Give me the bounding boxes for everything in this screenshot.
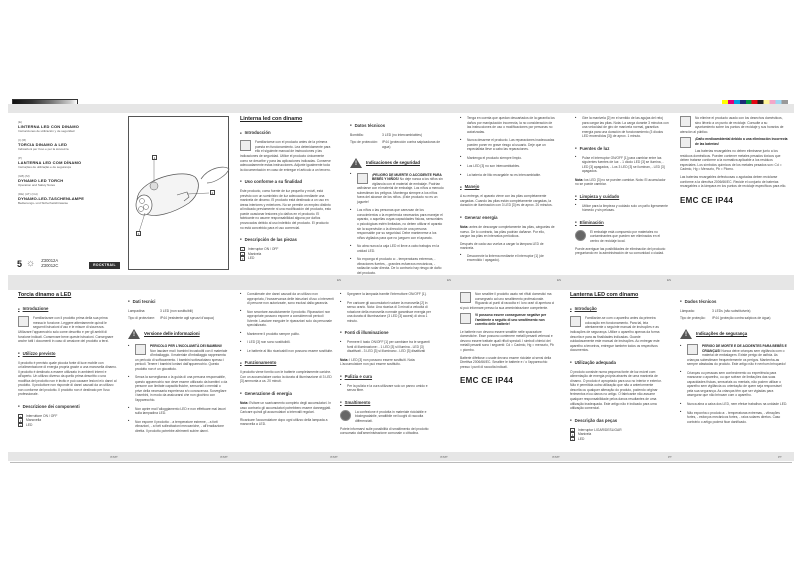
emphasis-text: ¡Daño medioambiental debido a una eliminación incorrecta de las baterías! <box>695 137 788 146</box>
paragraph <box>460 313 555 327</box>
spec-label: Tipo de protección: <box>350 140 378 145</box>
recycle-icon <box>340 410 351 421</box>
page-number: IT/MT <box>220 455 228 459</box>
body-text: Familiarizzare con il prodotto prima della sua prima messa in funzione. Leggere attentamente quindi le seguenti istruzioni d'uso e le misure di sicurezza. Utilizzare l'apparecchio solo come descritto e per gli ambiti di funzione indicati. Conservare bene queste istruzioni. Consegnare anche tutti i documenti in caso di cessione del prodotto a terzi. <box>18 316 114 344</box>
body-text: antes de descargar completamente las pilas, cárguelas de nuevo. De lo contrario, las pilas podrían dañarse. Por ello, cargue las pilas en intervalos periódicos. <box>460 224 555 239</box>
cover-subtitle: Indicazioni per l'uso e per la sicurezza <box>18 147 69 151</box>
section-heading: ■ Dati tecnici <box>128 299 228 305</box>
part-number: 1 <box>571 428 574 433</box>
cover-subtitle: Instrucciones de utilización y de seguridad <box>18 129 75 133</box>
child-icon <box>135 344 146 355</box>
body-text: Non esporre il prodotto: - a temperature estreme, - a forti vibrazioni, - a forti sollecitazioni meccaniche, - all'irradiazione diretta. Il prodotto potrebbe altrimenti subire danni. <box>135 419 224 433</box>
cover-title-list <box>18 120 123 205</box>
page-number: ES <box>447 278 452 282</box>
emphasis-text: PERICOLO PER L'INCOLUMITÀ DEI BAMBINI! <box>150 344 222 349</box>
section-heading: ■ Generar energía <box>460 215 555 221</box>
paragraph <box>240 370 335 384</box>
manual-column <box>240 116 332 261</box>
manual-icon <box>570 316 581 327</box>
paragraph <box>460 292 555 310</box>
spec-row <box>350 140 445 149</box>
body-text: Spegnere la lampada tramite l'interruttore ON/OFF [1]. <box>347 292 427 296</box>
cover-title: DYNAMO-LED-TASCHENLAMPE <box>18 196 85 201</box>
cover-title: TORCIA DINAMO A LED <box>18 142 68 147</box>
part-number: 3 <box>19 423 22 428</box>
section-heading: ■ Introducción <box>240 130 332 136</box>
body-text: Después de cada uso vuelva a cargar la lámpara LED de manivela. <box>460 241 544 251</box>
bullet-item <box>582 116 670 139</box>
section-heading: ■ Generazione di energia <box>240 391 335 397</box>
body-text: No elimine el producto usado con los desechos domésticos, sino llévelo a un punto de reciclaje. Consulte a su ayuntamiento sobre los puntos de reciclaje y sus horarios de atención al público. <box>680 116 784 134</box>
spec-value: IP44 (resistente agli spruzzi d'acqua) <box>160 316 214 321</box>
cover-panel <box>18 115 123 205</box>
spec-value: IP44 (proteção contra salpicos de água) <box>712 316 771 321</box>
body-text: Ricaricare l'accumulatore dopo ogni utilizzo della lampada a manovella a LED. <box>240 417 328 427</box>
manual-column <box>575 116 670 259</box>
paragraph <box>575 247 670 256</box>
body-text: Las baterías recargables defectuosas o agotadas deben reciclarse conforme a la directiva 2006/66/EC. Recicle el conjunto de baterías recargables o la lámpara en los puntos de reciclaje específicos para ello. <box>680 175 787 189</box>
bullet-item <box>582 204 670 213</box>
cover-subtitle: Instruções de utilização e de segurança <box>18 165 71 169</box>
manual-icon <box>18 316 29 327</box>
spec-value: 3 LEDs (não substituíveis) <box>712 308 751 313</box>
spec-label: Tipo di protezione: <box>128 316 156 321</box>
page-number: IT/MT <box>440 455 448 459</box>
crop-line <box>10 462 792 463</box>
body-text: Non lasciare mai i bambini incustoditi con il materiale d'imballaggio. Il materiale d'imballaggio rappresenta un pericolo di soffocamento. I bambini sottovalutano spesso i pericoli. Tenere i bambini lontani dall'apparecchio. Questo prodotto non è un giocattolo. <box>135 348 228 371</box>
language-code: (DE) (AT) (CH) <box>18 192 38 196</box>
spec-label: Lâmpada: <box>680 308 695 313</box>
paragraph <box>18 361 118 397</box>
language-code: (P) <box>18 156 22 160</box>
part-name: Interruttore ON / OFF <box>26 413 58 418</box>
section-heading: ■ Fuentes de luz <box>575 146 670 152</box>
body-text: La confezione è prodotta in materiale riciclabile e biodegradabile, smaltibile nei luoghi di raccolta differenziati. <box>355 409 427 423</box>
paragraph <box>240 189 332 230</box>
safety-heading <box>350 158 445 168</box>
section-heading: ■ Introdução <box>570 306 665 312</box>
recycle-icon <box>575 230 586 241</box>
model-number: Z30012A <box>41 257 59 263</box>
paragraph <box>680 116 788 134</box>
bullet-item <box>347 340 435 354</box>
page-number: IT/MT <box>110 455 118 459</box>
body-text: Nunca deixe crianças sem vigilância com o material de embalagem. Existe perigo de asfixia. As crianças subestimam frequentemente os perigos. Mantenha-as sempre afastadas do produto. Este artigo não é nenhum brinquedo! <box>687 348 786 367</box>
body-text: Familiarícese con el producto antes de la primera puesta en funcionamiento. Lea detenidamente para ello el siguiente manual de instrucciones y las indicaciones de seguridad. Utilice el producto únicamente como se describe y para las aplicaciones indicadas. Conserve adecuadamente estas instrucciones. Adjunte igualmente toda la documentación en caso de entregar el artículo a un tercero. <box>240 140 331 172</box>
paragraph <box>570 316 665 352</box>
body-text: A su entrega, el aparato viene con las pilas completamente cargadas. Cuando las pilas están completamente cargadas, la duración de iluminación con 3 LED [3] es de aprox. 20 minutos. <box>460 194 553 208</box>
paragraph <box>460 356 555 370</box>
cover-footer <box>17 258 58 269</box>
body-text: Mantenga el producto siempre limpio. <box>467 155 522 160</box>
part-number: 2 <box>241 252 244 257</box>
emphasis-text: Nota: <box>240 400 249 405</box>
paragraph <box>340 358 435 367</box>
body-text: Premere il tasto ON/OFF [1] per cambiare tra le seguenti fonti di illuminazione: - 1 LED [3] si illumina - LED [3] disattivati - 3 LED [3] si illuminano - LED [3] disattivati <box>347 340 430 354</box>
section-heading: ■ Limpieza y cuidado <box>575 194 670 200</box>
lower-top-band <box>8 283 794 290</box>
part-number: 2 <box>19 419 22 424</box>
part-name: LED <box>26 422 33 427</box>
manual-column <box>570 292 665 441</box>
parts-list <box>18 414 118 428</box>
body-text: Il prodotto viene fornito con le batterie completamente cariche. Con un accumulatore carico la durata di illuminazione di 3 LED [3] ammonta a ca. 20 minuti. <box>240 370 332 384</box>
child-icon <box>357 173 368 184</box>
spec-label: Tipo de proteção: <box>680 316 706 321</box>
manual-column <box>680 116 788 206</box>
cover-language-entry <box>18 138 123 151</box>
cover-language-entry <box>18 120 123 133</box>
part-item <box>240 256 332 261</box>
bullet-item <box>467 254 555 263</box>
spec-row <box>128 316 228 321</box>
bullet-item <box>247 332 335 337</box>
section-title: Linterna led con dinamo <box>240 116 303 122</box>
model-number: Z30012C <box>41 262 59 268</box>
bullet-item <box>687 411 788 425</box>
paragraph <box>575 178 670 187</box>
bullet-item <box>467 164 555 169</box>
lower-bottom-band <box>8 452 794 461</box>
section-heading: ■ Pulizia e cura <box>340 374 435 380</box>
paragraph <box>680 149 788 172</box>
paragraph <box>340 427 435 436</box>
section-heading: ■ Uso conforme a su finalidad <box>240 179 332 185</box>
language-code: (I) (M) <box>18 138 27 142</box>
safety-heading <box>680 329 788 339</box>
bullet-item <box>347 384 435 393</box>
body-text: Batterie difettose o usate devono essere riciclate ai sensi della Direttiva 2006/66/EC. Smaltire le batterie e / o l'apparecchio presso i punti di raccolta indicati. <box>460 355 552 369</box>
bullet-item <box>135 344 228 371</box>
parts-list <box>240 247 332 261</box>
body-text: Il prodotto è previsto quale piccola fonte di luce mobile con un'alimentazione di energia propria grazie a una manovella dinamo. Il prodotto è destinato a essere utilizzato in ambienti interni e all'aperto. Un utilizzo diverso da quello prima descritto o una modifica del prodotto non è lecito e può causare lesioni e/o danni al prodotto. Il produttore non risponde di danni causati da un utilizzo non conforme del prodotto. Il prodotto non è destinato per l'uso professionale. <box>18 360 117 397</box>
body-text: Não exponha o produto a: - temperaturas extremas, - vibrações fortes, - esforços mecânicos fortes, - raios solares diretos. Caso contrário o artigo poderá ficar danificado. <box>687 410 781 424</box>
spec-row <box>128 309 228 314</box>
bin-icon <box>460 292 471 303</box>
body-text: Los niños o las personas que carezcan de los conocimientos o la experiencia necesarios para manejar el aparato, o aquellas cuyas capacidades físicas, sensoriales o psicológicas estén limitadas, no deben utilizar el aparato sin la supervisión o la dirección de una persona responsable por su seguridad. Debe mantenerse a los niños vigilados para que no jueguen con el aparato. <box>357 208 443 240</box>
bullet-item <box>247 310 335 328</box>
manual-column <box>680 292 788 428</box>
language-code: (E) <box>18 120 22 124</box>
body-text: Desconecte la linterna mediante el interruptor [1] (de encendido / apagado). <box>467 253 544 263</box>
body-text: Puede averiguar las posibilidades de eliminación del producto preguntando en la administración de su comunidad o ciudad. <box>575 246 666 256</box>
spec-value: 3 LED (no intercambiables) <box>382 132 422 137</box>
emphasis-text: Nota: <box>460 224 469 229</box>
spec-value: IP44 (protección contra salpicaduras de agua) <box>382 140 441 150</box>
cover-subtitle: Operation and Safety Notes <box>18 183 56 187</box>
body-text: Crianças ou pessoas sem conhecimento ou experiência para manusear o aparelho, ou que sofram de limitações das suas capacidades físicas, sensoriais ou mentais, não podem utilizar o aparelho sem vigilância ou orientação de quem seja responsável pela sua segurança. As crianças têm que ser vigiadas para assegurar que não brincam com o aparelho. <box>687 370 782 398</box>
page-number: IT/MT <box>552 455 560 459</box>
child-icon <box>687 344 698 355</box>
paragraph <box>240 140 332 172</box>
cover-page-number: 5 <box>17 258 23 269</box>
body-text: Pulse el interruptor ON/OFF [1] para cambiar entre las siguientes fuentes de luz: - 1 diodo LED [3] se ilumina, - LED [3] apagados, - Los 3 LED [3] se iluminan, - LED [3] apagados. <box>582 155 665 174</box>
bullet-item <box>247 340 335 345</box>
manual-column <box>460 116 555 267</box>
product-figure <box>128 116 229 270</box>
bullet-item <box>357 257 445 275</box>
body-text: Familiarize-se com o aparelho antes da primeira colocação em funcionamento. Para tal, leia atentamente o seguinte manual de instruções e as indicações de segurança. Utilize o aparelho apenas da forma descrita e para as finalidades indicadas. Guarde cuidadosamente este manual de instruções. Ao entregar este aparelho a terceiros, entregue também todos os respectivos documentos. <box>570 316 660 353</box>
emphasis-text: Nota: <box>575 177 584 182</box>
parts-list <box>570 428 665 442</box>
section-heading: ■ Utilizzo previsto <box>18 351 118 357</box>
bullet-item <box>357 208 445 240</box>
bin-icon <box>680 116 691 127</box>
paragraph <box>680 175 788 189</box>
spec-label: Lampadina: <box>128 308 146 313</box>
sun-icon: ☼ <box>26 258 36 269</box>
paragraph <box>240 418 335 427</box>
safety-heading-text: Indicaciones de seguridad <box>366 159 420 165</box>
body-text: Non aprire mai l'alloggiamento LED e non effettuare mai lavori sulla lampadina LED. <box>135 406 226 416</box>
bullet-item <box>357 244 445 253</box>
body-text: I LED [3] non sono sostituibili. <box>247 340 291 345</box>
bullet-item <box>247 292 335 306</box>
body-text: No deje nunca a los niños sin vigilancia con el material de embalaje. Podrían asfixiarse con el material de embalaje. Los niños a menudo subestiman los peligros. Mantenga siempre a los niños fuera del alcance de los niños. ¡Este producto no es un juguete! <box>357 177 444 204</box>
spec-row <box>680 309 788 314</box>
section-title: Lanterna LED com dínamo <box>570 292 639 298</box>
upper-top-band <box>8 104 794 113</box>
paragraph <box>460 194 555 208</box>
manual-column <box>460 292 555 386</box>
spec-value: 3 LED (non sostituibili) <box>160 308 193 313</box>
part-name: LED <box>248 256 255 261</box>
body-text: Evitare un scaricamento completo degli accumulatori. In caso contrario gli accumulatori potrebbero essere danneggiati. Caricare quindi gli accumulatori a intervalli regolari. <box>240 400 332 415</box>
section-heading: ■ Smaltimento <box>340 400 435 406</box>
body-text: Per caricare gli accumulatori ruotare la manovella [2] in senso orario. Nota: Una ricarica di 3 minuti a velocità di rotazione della manovella normale garantisce energia per una durata di illuminazione (3 LED [3] accesi) di circa 1 minuto. <box>347 300 431 323</box>
section-heading: ■ Dados técnicos <box>680 299 788 305</box>
warning-triangle-icon <box>680 329 692 339</box>
section-heading: ■ Eliminación <box>575 220 670 226</box>
paragraph <box>460 242 555 251</box>
section-heading: ■ Descrizione dei componenti <box>18 404 118 410</box>
spec-row <box>350 133 445 138</box>
section-heading: ■ Manejo <box>460 184 555 190</box>
body-text: Non smaltire il prodotto usato nei rifiuti domestici ma consegnarlo ad uno smaltimento professionale. Riguardo ai punti di raccolta e i loro orari di apertura ci si può informare presso la sua amministrazione competente. <box>460 292 555 310</box>
bin-icon <box>680 137 691 148</box>
body-text: La batería de litio recargable no es intercambiable. <box>467 172 542 177</box>
part-number: 2 <box>571 433 574 438</box>
part-name: Interruptor ON / OFF <box>248 246 279 251</box>
part-name: Manovella <box>26 418 42 423</box>
bullet-item <box>687 402 788 407</box>
safety-heading-text: Indicações de segurança <box>696 331 748 337</box>
spec-label: Bombilla: <box>350 132 364 137</box>
figure-label-2: 2 <box>211 191 214 195</box>
paragraph <box>575 230 670 244</box>
page-number: IT/MT <box>330 455 338 459</box>
body-text: Utilice para la limpieza y cuidado solo un paño ligeramente húmedo y sin pelusas. <box>582 203 668 213</box>
language-code: (GB) (M) <box>18 174 30 178</box>
body-text: Mantenere il prodotto sempre pulito. <box>247 331 300 336</box>
bin-icon <box>460 313 471 324</box>
warning-triangle-icon <box>128 329 140 339</box>
bullet-item <box>347 301 435 324</box>
manual-column <box>350 116 445 280</box>
section-heading: ■ Funzionamento <box>240 360 335 366</box>
page-number: PT <box>668 455 672 459</box>
part-number: 1 <box>241 247 244 252</box>
manual-icon <box>240 140 251 151</box>
paragraph <box>460 330 555 353</box>
body-text: Gire la manivela [2] en el sentido de las agujas del reloj para cargar las pilas. Nota: La carga durante 3 minutos con una velocidad de giro de manivela normal, garantiza energía para una duración de funcionamiento (3 diodos LED encendidos [3]) de aprox. 1 minuto. <box>582 116 669 139</box>
body-text: El embalaje está compuesto por materiales no contaminantes que pueden ser eliminados en el centro de reciclaje local. <box>590 229 661 243</box>
body-text: Le batterie non devono essere smaltite nelle spazzature domestiche. Esse possono contenere metalli pesanti velenosi e devono essere trattate quali rifiuti speciali. I simboli chimici dei metalli pesanti sono i seguenti: Cd = Cadmio, Hg = mercurio, Pb = piombo. <box>460 329 554 353</box>
body-text: No exponga el producto a: - temperaturas extremas, - vibraciones fuertes, - grandes esfuerzos mecánicos, - radiación solar directa. De lo contrario hay riesgo de daño del producto. <box>357 257 442 275</box>
bullet-item <box>467 173 555 178</box>
section-heading: ■ Introduzione <box>18 306 118 312</box>
bullet-item <box>135 375 228 402</box>
bullet-item <box>347 292 435 297</box>
body-text: Las baterías recargables no deben eliminarse junto a los residuos domésticos. Pueden contener metales pesados tóxicos que deben tratarse conforme a la normativa aplicable a los residuos especiales. Los símbolos químicos de los metales pesados son: Cd = Cadmio, Hg = Mercurio, Pb = Plomo. <box>680 149 782 172</box>
section-heading: ■ Utilização adequada <box>570 360 665 366</box>
body-text: Senza la sorveglianza o la guida di una persona responsabile, questo apparecchio non deve essere utilizzato da bambini o da persone con limitate capacità fisiche, sensoriali o mentali o prive della necessaria esperienza e/o conoscenza. Sorvegliare i bambini, in modo da assicurarsi che non giochino con l'apparecchio. <box>135 375 228 403</box>
safety-heading-text: Versione delle informazioni <box>144 331 200 337</box>
body-text: O produto consiste numa pequena fonte de luz móvel com alimentação de energia própria através de uma manivela de dínamo. O produto é apropriado para uso no interior e exterior. Não é permitida outra utilização que não a anteriormente descrita ou qualquer alteração do produto, podendo originar ferimentos e/ou danos no artigo. O fabricante não assume qualquer responsabilidade pelos danos resultantes de uma utilização inadequada. Este artigo não é indicado para uma utilização comercial. <box>570 369 662 411</box>
part-number: 3 <box>241 257 244 262</box>
emc-ce-ip44-marks: EMC CE IP44 <box>460 376 514 386</box>
emphasis-text: Vi possono essere conseguenze negative per l'ambiente a seguito di uno smaltimento non corretto delle batterie! <box>475 313 547 327</box>
paragraph <box>240 401 335 415</box>
page-number: PT <box>778 455 782 459</box>
emc-ce-ip44-marks: EMC CE IP44 <box>680 195 734 205</box>
paragraph <box>460 225 555 239</box>
body-text: Este producto, como fuente de luz pequeña y móvil, está previsto con un suministro de luz adecuado mediante una manivela de dinamo. El producto está destinado a un uso en áreas interiores y exteriores. No se permite un empleo distinto al indicado previamente ni una modificación del producto, esto puede ocasionar lesiones y/o daños en el producto. El fabricante no asume responsabilidad alguna por daños provocados debido al uso indebido del producto. El producto no está concebido para el uso comercial. <box>240 189 332 230</box>
body-text: Non smontare assolutamente il prodotto. Riparazioni non appropriate possono esporre a considerevoli pericoli l'utente. Lasciare eseguire le riparazioni solo da personale specializzato. <box>247 309 332 328</box>
body-text: I LED [3] non possono essere sostituiti. Nota: L'accumulatore non può essere sostituito. <box>340 357 416 367</box>
warning-triangle-icon <box>350 158 362 168</box>
bullet-item <box>687 344 788 367</box>
manual-column <box>240 292 335 430</box>
part-name: Manivela <box>248 251 262 256</box>
paragraph <box>680 137 788 146</box>
emphasis-text: PERIGO DE MORTE E DE ACIDENTES PARA BEBÉS E CRIANÇAS! <box>702 344 787 353</box>
part-number: 1 <box>19 414 22 419</box>
emphasis-text: ¡PELIGRO DE MUERTE O ACCIDENTE PARA BEBÉS Y NIÑOS! <box>372 172 442 182</box>
bullet-item <box>687 371 788 398</box>
bullet-item <box>135 407 228 416</box>
body-text: Potete informarvi sulle possibilità di smaltimento del prodotto consumato dall'amministrazione comunale o cittadina. <box>340 426 429 436</box>
spec-row <box>680 316 788 321</box>
section-heading: ■ Datos técnicos <box>350 123 445 129</box>
part-number: 3 <box>571 437 574 442</box>
bullet-item <box>135 420 228 434</box>
cover-language-entry <box>18 192 123 205</box>
manual-column <box>340 292 435 439</box>
bullet-item <box>357 173 445 205</box>
cover-title: LINTERNA LED CON DINAMO <box>18 124 80 129</box>
section-heading: ■ Descrição das peças <box>570 418 665 424</box>
cover-language-entry <box>18 174 123 187</box>
body-text: Considerate che danni causati da un utilizzo non appropriato, l'inosservanza delle istruzioni d'uso o interventi di persone non autorizzate, sono esclusi dalla garanzia. <box>247 292 334 306</box>
part-item <box>18 423 118 428</box>
body-text: Tenga en cuenta que quedan descartados de la garantía los daños por manipulación incorrecta, la no consideración de las instrucciones de uso o modificaciones por personas no autorizadas. <box>467 116 555 134</box>
page-number: ES <box>337 278 342 282</box>
manual-column <box>18 292 118 428</box>
cover-subtitle: Bedienungs- und Sicherheitshinweise <box>18 201 69 205</box>
emphasis-text: Nota: <box>340 357 349 362</box>
paragraph <box>570 370 665 411</box>
cover-title: DYNAMO LED TORCH <box>18 178 64 183</box>
bullet-item <box>582 156 670 174</box>
page-number: ES <box>667 278 672 282</box>
section-heading: ■ Fonti di illuminazione <box>340 330 435 336</box>
bullet-item <box>467 116 555 134</box>
cover-title: LANTERNA LED COM DÍNAMO <box>18 160 82 165</box>
part-item <box>570 437 665 442</box>
body-text: Nunca abra a caixa dos LED, nem efetue trabalhos na unidade LED. <box>687 402 788 407</box>
part-name: LED <box>578 436 585 441</box>
section-title: Torcia dinamo a LED <box>18 292 72 298</box>
paragraph <box>18 316 118 343</box>
bullet-item <box>467 138 555 152</box>
body-text: Le batterie al litio ricaricabili non possono essere sostituite. <box>247 348 333 353</box>
section-heading: ■ Descripción de las piezas <box>240 237 332 243</box>
brand-logo: ROCKTRAIL <box>89 262 120 269</box>
body-text: Nunca desarme el producto. Las reparaciones inadecuadas pueden poner en grave riesgo al usuario. Deje que un especialista lleve a cabo las reparaciones. <box>467 138 555 152</box>
safety-heading <box>128 329 228 339</box>
manual-column <box>128 292 228 437</box>
page-number: ES <box>557 278 562 282</box>
figure-label-1: 1 <box>153 156 156 160</box>
cover-language-entry <box>18 156 123 169</box>
part-name: Manivela <box>578 432 592 437</box>
part-name: Interruptor LIGAR/DESLIGAR <box>578 427 622 432</box>
body-text: No abra nunca la caja LED ni lleve a cabo trabajos en la unidad LED. <box>357 244 440 253</box>
figure-label-3: 3 <box>137 232 140 236</box>
bullet-item <box>247 349 335 354</box>
body-text: Per la pulizia e la cura utilizzare solo un panno umido e senza fibre. <box>347 383 428 393</box>
bullet-item <box>467 156 555 161</box>
body-text: Los LED [3] no son intercambiables. <box>467 164 520 169</box>
paragraph <box>340 410 435 424</box>
body-text: los LED [3] no se pueden cambiar. Nota: El acumulador no se puede cambiar. <box>575 177 666 187</box>
